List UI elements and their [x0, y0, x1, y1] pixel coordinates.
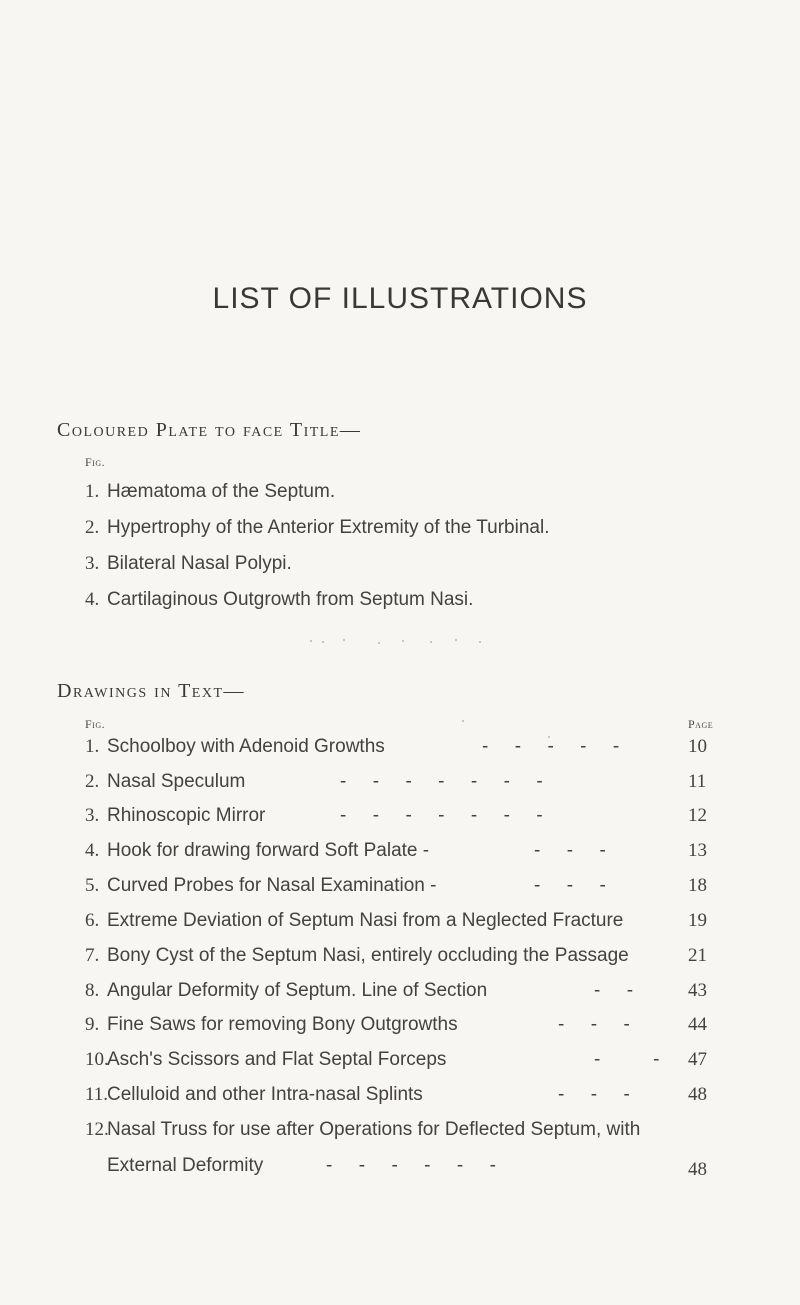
drawing-item-text: Fine Saws for removing Bony Outgrowths — [107, 1014, 458, 1035]
drawing-item-page: 19 — [688, 910, 707, 931]
leader-dashes: - - - — [558, 1014, 630, 1035]
drawing-item-page: 21 — [688, 945, 707, 966]
coloured-plate-heading: Coloured Plate to face Title— — [57, 419, 362, 441]
drawing-item-text: Hook for drawing forward Soft Palate - — [107, 840, 430, 861]
drawing-item-text: Bony Cyst of the Septum Nasi, entirely occluding the Passage — [107, 945, 629, 966]
drawing-item-text: Asch's Scissors and Flat Septal Forceps — [107, 1049, 447, 1070]
drawing-item — [85, 875, 436, 897]
drawing-item-text: External Deformity — [107, 1155, 264, 1176]
drawing-item-continuation — [107, 1155, 263, 1177]
plate-fig-label: Fig. — [85, 455, 106, 469]
drawing-item-page: 11 — [688, 771, 707, 792]
plate-item-text: Hypertrophy of the Anterior Extremity of the Turbinal. — [107, 517, 550, 538]
drawing-item-page: 48 — [688, 1159, 707, 1180]
drawing-item-number: 10. — [85, 1049, 109, 1070]
drawing-item — [85, 840, 429, 862]
drawing-item-number: 4. — [85, 840, 100, 861]
drawing-item-number: 1. — [85, 736, 100, 757]
plate-item-number: 3. — [85, 553, 100, 574]
drawing-item — [85, 1049, 446, 1071]
drawing-item-page: 48 — [688, 1084, 707, 1105]
plate-item-text: Cartilaginous Outgrowth from Septum Nasi. — [107, 589, 474, 610]
drawing-item — [85, 771, 245, 793]
drawing-item-page: 10 — [688, 736, 707, 757]
leader-dashes: - - - - - - - — [340, 805, 543, 826]
plate-item — [85, 481, 335, 503]
drawing-item-page: 43 — [688, 980, 707, 1001]
drawings-page-label: Page — [688, 717, 714, 731]
drawing-item — [85, 805, 265, 827]
plate-item — [85, 589, 473, 611]
drawing-item-number: 5. — [85, 875, 100, 896]
drawing-item-number: 12. — [85, 1119, 109, 1140]
drawing-item-text: Nasal Truss for use after Operations for Deflected Septum, with — [107, 1119, 641, 1140]
drawing-item-number: 11. — [85, 1084, 109, 1105]
drawing-item — [85, 945, 629, 967]
drawing-item-text: Curved Probes for Nasal Examination - — [107, 875, 437, 896]
leader-dashes: - - - - - - - — [340, 771, 543, 792]
leader-dashes: - - - — [534, 875, 606, 896]
drawing-item-number: 8. — [85, 980, 100, 1001]
drawing-item-number: 3. — [85, 805, 100, 826]
drawing-item-text: Nasal Speculum — [107, 771, 246, 792]
leader-dashes: - - — [594, 980, 634, 1001]
page-title: LIST OF ILLUSTRATIONS — [212, 282, 588, 315]
drawing-item — [85, 736, 385, 758]
drawing-item-number: 6. — [85, 910, 100, 931]
drawings-heading: Drawings in Text— — [57, 680, 245, 702]
plate-item-text: Bilateral Nasal Polypi. — [107, 553, 292, 574]
drawing-item-page: 47 — [688, 1049, 707, 1070]
leader-dashes: - - - - - — [482, 736, 620, 757]
drawing-item-number: 9. — [85, 1014, 100, 1035]
drawing-item-page: 44 — [688, 1014, 707, 1035]
drawing-item-number: 2. — [85, 771, 100, 792]
drawing-item-text: Celluloid and other Intra-nasal Splints — [107, 1084, 423, 1105]
leader-dashes: - - — [594, 1049, 660, 1070]
drawing-item-page: 18 — [688, 875, 707, 896]
drawing-item-text: Schoolboy with Adenoid Growths — [107, 736, 385, 757]
plate-item-text: Hæmatoma of the Septum. — [107, 481, 336, 502]
drawings-fig-label: Fig. — [85, 717, 106, 731]
drawing-item — [85, 1119, 640, 1141]
leader-dashes: - - - — [558, 1084, 630, 1105]
drawing-item — [85, 1084, 423, 1106]
plate-item-number: 2. — [85, 517, 100, 538]
leader-dashes: - - - — [534, 840, 606, 861]
plate-item — [85, 553, 292, 575]
drawing-item — [85, 980, 487, 1002]
drawing-item-page: 12 — [688, 805, 707, 826]
plate-item-number: 1. — [85, 481, 100, 502]
drawing-item-text: Rhinoscopic Mirror — [107, 805, 266, 826]
drawing-item-text: Extreme Deviation of Septum Nasi from a Neglected Fracture — [107, 910, 624, 931]
plate-item-number: 4. — [85, 589, 100, 610]
drawing-item-number: 7. — [85, 945, 100, 966]
plate-item — [85, 517, 549, 539]
leader-dashes: - - - - - - — [326, 1155, 496, 1176]
drawing-item — [85, 910, 623, 932]
drawing-item — [85, 1014, 458, 1036]
drawing-item-text: Angular Deformity of Septum. Line of Section — [107, 980, 488, 1001]
drawing-item-page: 13 — [688, 840, 707, 861]
